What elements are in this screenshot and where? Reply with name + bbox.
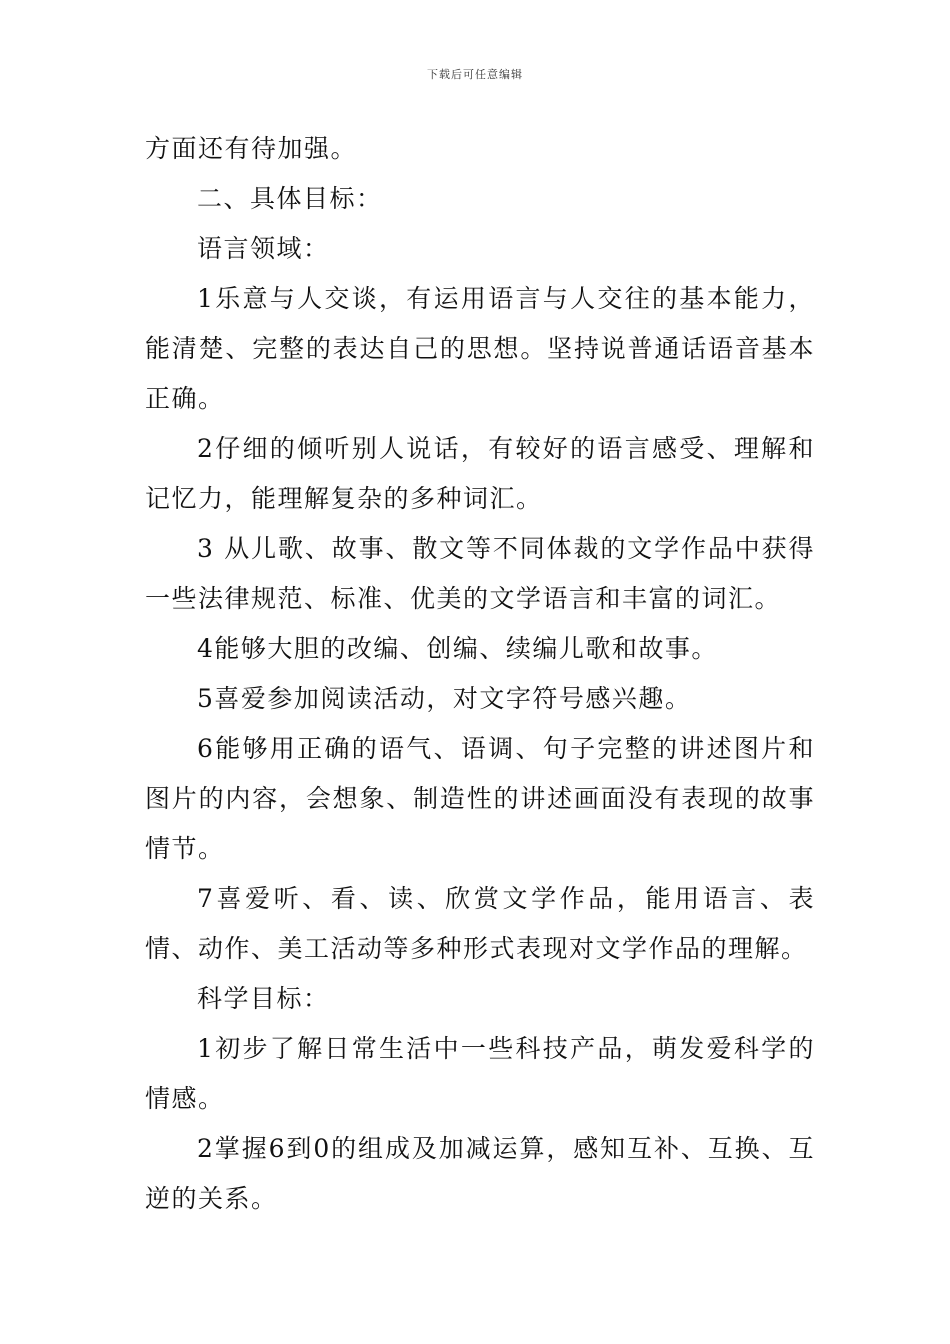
section-heading-specific-goals: 二、具体目标： [197,184,383,213]
language-goal-6: 6能够用正确的语气、语调、句子完整的讲述图片和图片的内容，会想象、制造性的讲述画面没有表现的故事情节。 [145,734,815,863]
subheading-science-goals: 科学目标： [197,984,330,1013]
language-goal-7: 7喜爱听、看、读、欣赏文学作品，能用语言、表情、动作、美工活动等多种形式表现对文学作品的理解。 [145,884,815,963]
subheading-language-domain: 语言领域： [197,234,330,263]
paragraph-continuation: 方面还有待加强。 [145,134,358,163]
language-goal-4: 4能够大胆的改编、创编、续编儿歌和故事。 [197,634,718,663]
language-goal-1: 1乐意与人交谈，有运用语言与人交往的基本能力，能清楚、完整的表达自己的思想。坚持说普通话语音基本正确。 [145,284,815,413]
language-goal-5: 5喜爱参加阅读活动，对文字符号感兴趣。 [197,684,692,713]
document-body [145,124,815,1224]
science-goal-1: 1初步了解日常生活中一些科技产品，萌发爱科学的情感。 [145,1034,815,1113]
page-header: 下载后可任意编辑 [427,68,523,81]
language-goal-3: 3 从儿歌、故事、散文等不同体裁的文学作品中获得一些法律规范、标准、优美的文学语言和丰富的词汇。 [145,534,815,613]
language-goal-2: 2仔细的倾听别人说话，有较好的语言感受、理解和记忆力，能理解复杂的多种词汇。 [145,434,815,513]
science-goal-2: 2掌握6到0的组成及加减运算，感知互补、互换、互逆的关系。 [145,1134,815,1213]
